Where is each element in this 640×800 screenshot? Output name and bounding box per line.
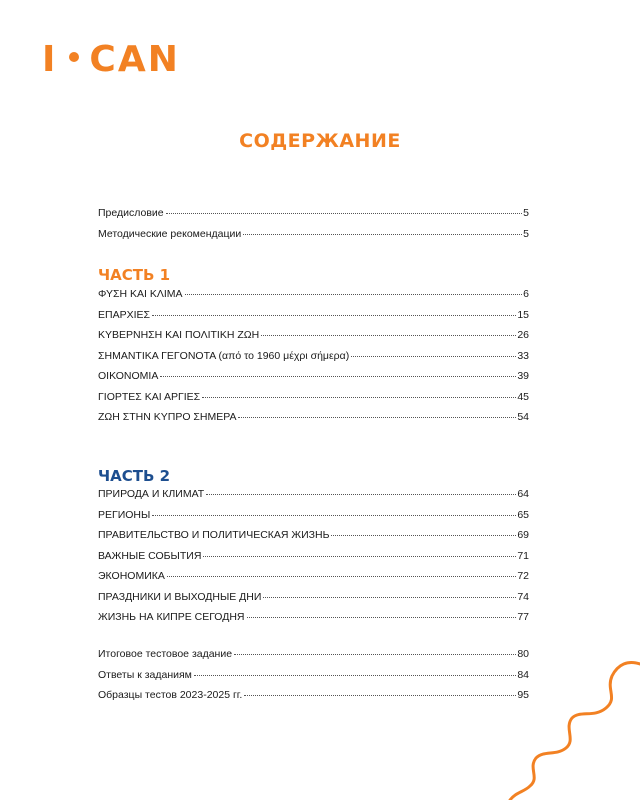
toc-entry-label: ПРАЗДНИКИ И ВЫХОДНЫЕ ДНИ (98, 590, 262, 603)
toc-entry-page: 84 (517, 668, 529, 681)
logo-letter-i: I (42, 39, 58, 80)
part2-heading: ЧАСТЬ 2 (98, 467, 171, 485)
toc-entry-label: Методические рекомендации (98, 227, 242, 240)
toc-entry-label: Итоговое тестовое задание (98, 648, 233, 660)
toc-entry-page: 77 (517, 611, 529, 623)
toc-entry-label: ВАЖНЫЕ СОБЫТИЯ (98, 549, 202, 562)
toc-entry-page: 26 (517, 329, 529, 341)
toc-entry-page: 65 (517, 508, 529, 521)
toc-entry-label: ΕΠΑΡΧΙΕΣ (98, 308, 151, 321)
toc-entry-page: 45 (517, 390, 529, 403)
toc-entry-page: 5 (523, 207, 529, 219)
toc-entry-page: 39 (517, 370, 529, 382)
toc-entry-label: ЖИЗНЬ НА КИПРЕ СЕГОДНЯ (98, 611, 245, 623)
toc-entry-page: 69 (517, 529, 529, 541)
toc-entry-label: ΖΩΗ ΣΤΗΝ ΚΥΠΡΟ ΣΗΜΕΡΑ (98, 411, 237, 423)
toc-entry-label: ΦΥΣΗ ΚΑΙ ΚΛΙΜΑ (98, 288, 183, 300)
toc-entry-label: ΣΗΜΑΝΤΙΚΑ ΓΕΓΟΝΟΤΑ (από το 1960 μέχρι σήμερα) (98, 349, 350, 362)
toc-entry-page: 71 (517, 549, 529, 562)
toc-entry-label: ЭКОНОМИКА (98, 570, 165, 582)
toc-entry-label: Ответы к заданиям (98, 668, 192, 681)
toc-entry-page: 95 (517, 689, 529, 701)
toc-entry-label: РЕГИОНЫ (98, 508, 151, 521)
toc-entry-label: Образцы тестов 2023-2025 гг. (98, 689, 243, 701)
toc-entry-label: ΚΥΒΕΡΝΗΣΗ ΚΑΙ ΠΟΛΙΤΙΚΗ ΖΩΗ (98, 329, 260, 341)
toc-entry-label: ΓΙΟΡΤΕΣ ΚΑΙ ΑΡΓΙΕΣ (98, 390, 201, 403)
toc-entry-page: 54 (517, 411, 529, 423)
toc-entry-page: 64 (517, 488, 529, 500)
toc-entry-label: ПРАВИТЕЛЬСТВО И ПОЛИТИЧЕСКАЯ ЖИЗНЬ (98, 529, 330, 541)
toc-entry-label: ΟΙΚΟΝΟΜΙΑ (98, 370, 159, 382)
toc-entry-page: 33 (517, 349, 529, 362)
toc-entry-label: ПРИРОДА И КЛИМАТ (98, 488, 205, 500)
toc-entry-page: 74 (517, 590, 529, 603)
toc-entry-page: 15 (517, 308, 529, 321)
toc-entry-page: 72 (517, 570, 529, 582)
part1-heading: ЧАСТЬ 1 (98, 266, 171, 284)
logo-word-can: CAN (89, 39, 180, 80)
toc-entry-page: 5 (523, 227, 529, 240)
toc-entry-page: 80 (517, 648, 529, 660)
toc-entry-label: Предисловие (98, 207, 164, 219)
page-title: СОДЕРЖАНИЕ (239, 130, 401, 152)
toc-entry-page: 6 (523, 288, 529, 300)
